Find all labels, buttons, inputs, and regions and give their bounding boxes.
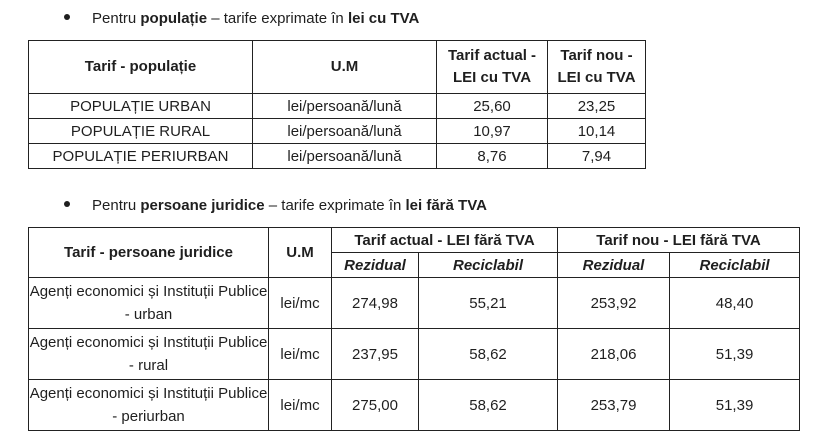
table-header-row <box>29 41 646 94</box>
header-tarif-actual: Tarif actual - LEI fără TVA <box>332 228 558 253</box>
cell-nou-rezidual: 218,06 <box>558 329 670 380</box>
cell-name: Agenți economici și Instituții Publice - urban <box>29 278 269 329</box>
cell-um: lei/persoană/lună <box>253 119 437 144</box>
bullet-text: – tarife exprimate în <box>264 197 406 214</box>
bullet-bold: lei fără TVA <box>405 197 487 214</box>
bullet-bold: populație <box>140 10 208 27</box>
cell-actual-rezidual: 275,00 <box>332 380 419 431</box>
cell-nou: 7,94 <box>548 144 646 169</box>
cell-um: lei/persoană/lună <box>253 144 437 169</box>
cell-actual: 8,76 <box>437 144 548 169</box>
header-actual-rezidual: Rezidual <box>332 253 419 278</box>
cell-actual-rezidual: 274,98 <box>332 278 419 329</box>
cell-um: lei/mc <box>269 380 332 431</box>
bullet-persoane-juridice <box>64 196 487 216</box>
table-row <box>29 94 646 119</box>
header-tarif: Tarif - populație <box>29 41 253 94</box>
cell-name: Agenți economici și Instituții Publice - periurban <box>29 380 269 431</box>
persoane-juridice-table <box>28 227 800 431</box>
header-tarif-actual: Tarif actual - LEI cu TVA <box>437 41 548 94</box>
bullet-dot-icon <box>64 14 70 20</box>
cell-actual: 25,60 <box>437 94 548 119</box>
bullet-text: Pentru <box>92 197 141 214</box>
cell-actual-reciclabil: 58,62 <box>419 329 558 380</box>
header-actual-reciclabil: Reciclabil <box>419 253 558 278</box>
cell-name: Agenți economici și Instituții Publice - rural <box>29 329 269 380</box>
table-row <box>29 380 800 431</box>
table-row <box>29 278 800 329</box>
bullet-text: – tarife exprimate în <box>207 10 348 27</box>
cell-um: lei/persoană/lună <box>253 94 437 119</box>
cell-actual: 10,97 <box>437 119 548 144</box>
cell-nou: 10,14 <box>548 119 646 144</box>
header-tarif: Tarif - persoane juridice <box>29 228 269 278</box>
table-row <box>29 144 646 169</box>
cell-nou-reciclabil: 48,40 <box>670 278 800 329</box>
cell-nou-reciclabil: 51,39 <box>670 380 800 431</box>
header-nou-rezidual: Rezidual <box>558 253 670 278</box>
populatie-table <box>28 40 646 169</box>
bullet-populatie <box>64 9 419 29</box>
bullet-text: Pentru <box>92 10 141 27</box>
header-um: U.M <box>253 41 437 94</box>
cell-um: lei/mc <box>269 278 332 329</box>
bullet-bold: persoane juridice <box>140 197 265 214</box>
bullet-bold: lei cu TVA <box>347 10 420 27</box>
cell-nou-rezidual: 253,79 <box>558 380 670 431</box>
cell-name: POPULAȚIE URBAN <box>29 94 253 119</box>
cell-nou-rezidual: 253,92 <box>558 278 670 329</box>
header-tarif-nou: Tarif nou - LEI fără TVA <box>558 228 800 253</box>
cell-actual-reciclabil: 58,62 <box>419 380 558 431</box>
table-header-row <box>29 228 800 253</box>
cell-actual-rezidual: 237,95 <box>332 329 419 380</box>
header-nou-reciclabil: Reciclabil <box>670 253 800 278</box>
cell-um: lei/mc <box>269 329 332 380</box>
cell-name: POPULAȚIE RURAL <box>29 119 253 144</box>
cell-nou: 23,25 <box>548 94 646 119</box>
cell-nou-reciclabil: 51,39 <box>670 329 800 380</box>
cell-name: POPULAȚIE PERIURBAN <box>29 144 253 169</box>
header-tarif-nou: Tarif nou - LEI cu TVA <box>548 41 646 94</box>
header-um: U.M <box>269 228 332 278</box>
table-row <box>29 329 800 380</box>
table-row <box>29 119 646 144</box>
bullet-dot-icon <box>64 201 70 207</box>
cell-actual-reciclabil: 55,21 <box>419 278 558 329</box>
